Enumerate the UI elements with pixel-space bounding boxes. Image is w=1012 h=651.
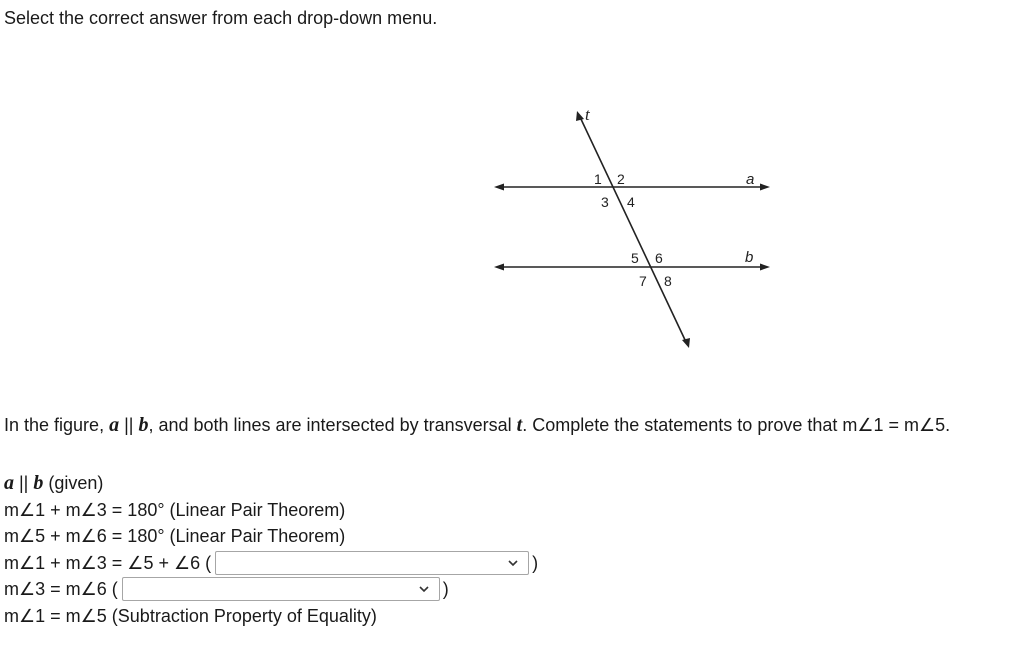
proof-line-1-reason: (given) — [43, 473, 104, 493]
proof-line-2 — [4, 497, 538, 524]
proof-var-b: b — [33, 472, 44, 494]
proof-line-6 — [4, 603, 538, 630]
line-a — [494, 184, 770, 191]
angle-label-7: 7 — [639, 273, 647, 289]
proof-statements — [4, 470, 538, 629]
proof-line-5-close: ) — [442, 579, 449, 599]
proof-var-a: a — [4, 472, 14, 494]
problem-text-1: In the figure, — [4, 415, 110, 435]
proof-line-5-text: m∠3 = m∠6 ( — [4, 579, 118, 599]
proof-line-6-text: m∠1 = m∠5 (Subtraction Property of Equality) — [4, 605, 377, 626]
transversal-t — [576, 111, 690, 348]
var-t: t — [516, 414, 523, 436]
problem-statement — [4, 414, 950, 437]
var-a: a — [109, 414, 120, 436]
angle-label-5: 5 — [631, 250, 639, 266]
proof-line-3 — [4, 523, 538, 550]
proof-line-3-text: m∠5 + m∠6 = 180° (Linear Pair Theorem) — [4, 526, 346, 546]
proof-line-4-text: m∠1 + m∠3 = ∠5 + ∠6 ( — [4, 552, 212, 573]
problem-text-2: , and both lines are intersected by transversal — [148, 415, 517, 435]
instructions-text: Select the correct answer from each drop-down menu. — [4, 8, 438, 28]
proof-line-4-close: ) — [532, 552, 539, 573]
angle-label-4: 4 — [627, 194, 635, 210]
angle-label-1: 1 — [594, 171, 602, 187]
angle-label-2: 2 — [617, 171, 625, 187]
chevron-down-icon — [418, 583, 430, 595]
reason-dropdown-1[interactable] — [215, 551, 529, 575]
proof-line-5 — [4, 576, 538, 603]
proof-parallel-symbol: || — [14, 473, 34, 493]
proof-line-2-text: m∠1 + m∠3 = 180° (Linear Pair Theorem) — [4, 499, 346, 520]
angle-label-6: 6 — [655, 250, 663, 266]
proof-line-4 — [4, 550, 538, 577]
angle-label-3: 3 — [601, 194, 609, 210]
parallel-symbol: || — [119, 415, 139, 435]
transversal-label: t — [585, 105, 590, 124]
var-b: b — [138, 414, 149, 436]
angle-label-8: 8 — [664, 273, 672, 289]
parallel-lines-figure — [490, 100, 780, 355]
proof-line-1 — [4, 470, 538, 497]
line-a-label: a — [746, 171, 755, 188]
reason-dropdown-2[interactable] — [122, 577, 440, 601]
line-b-label: b — [745, 249, 754, 266]
problem-text-3: . Complete the statements to prove that m∠1 = m∠5. — [522, 415, 951, 435]
chevron-down-icon — [507, 557, 519, 569]
